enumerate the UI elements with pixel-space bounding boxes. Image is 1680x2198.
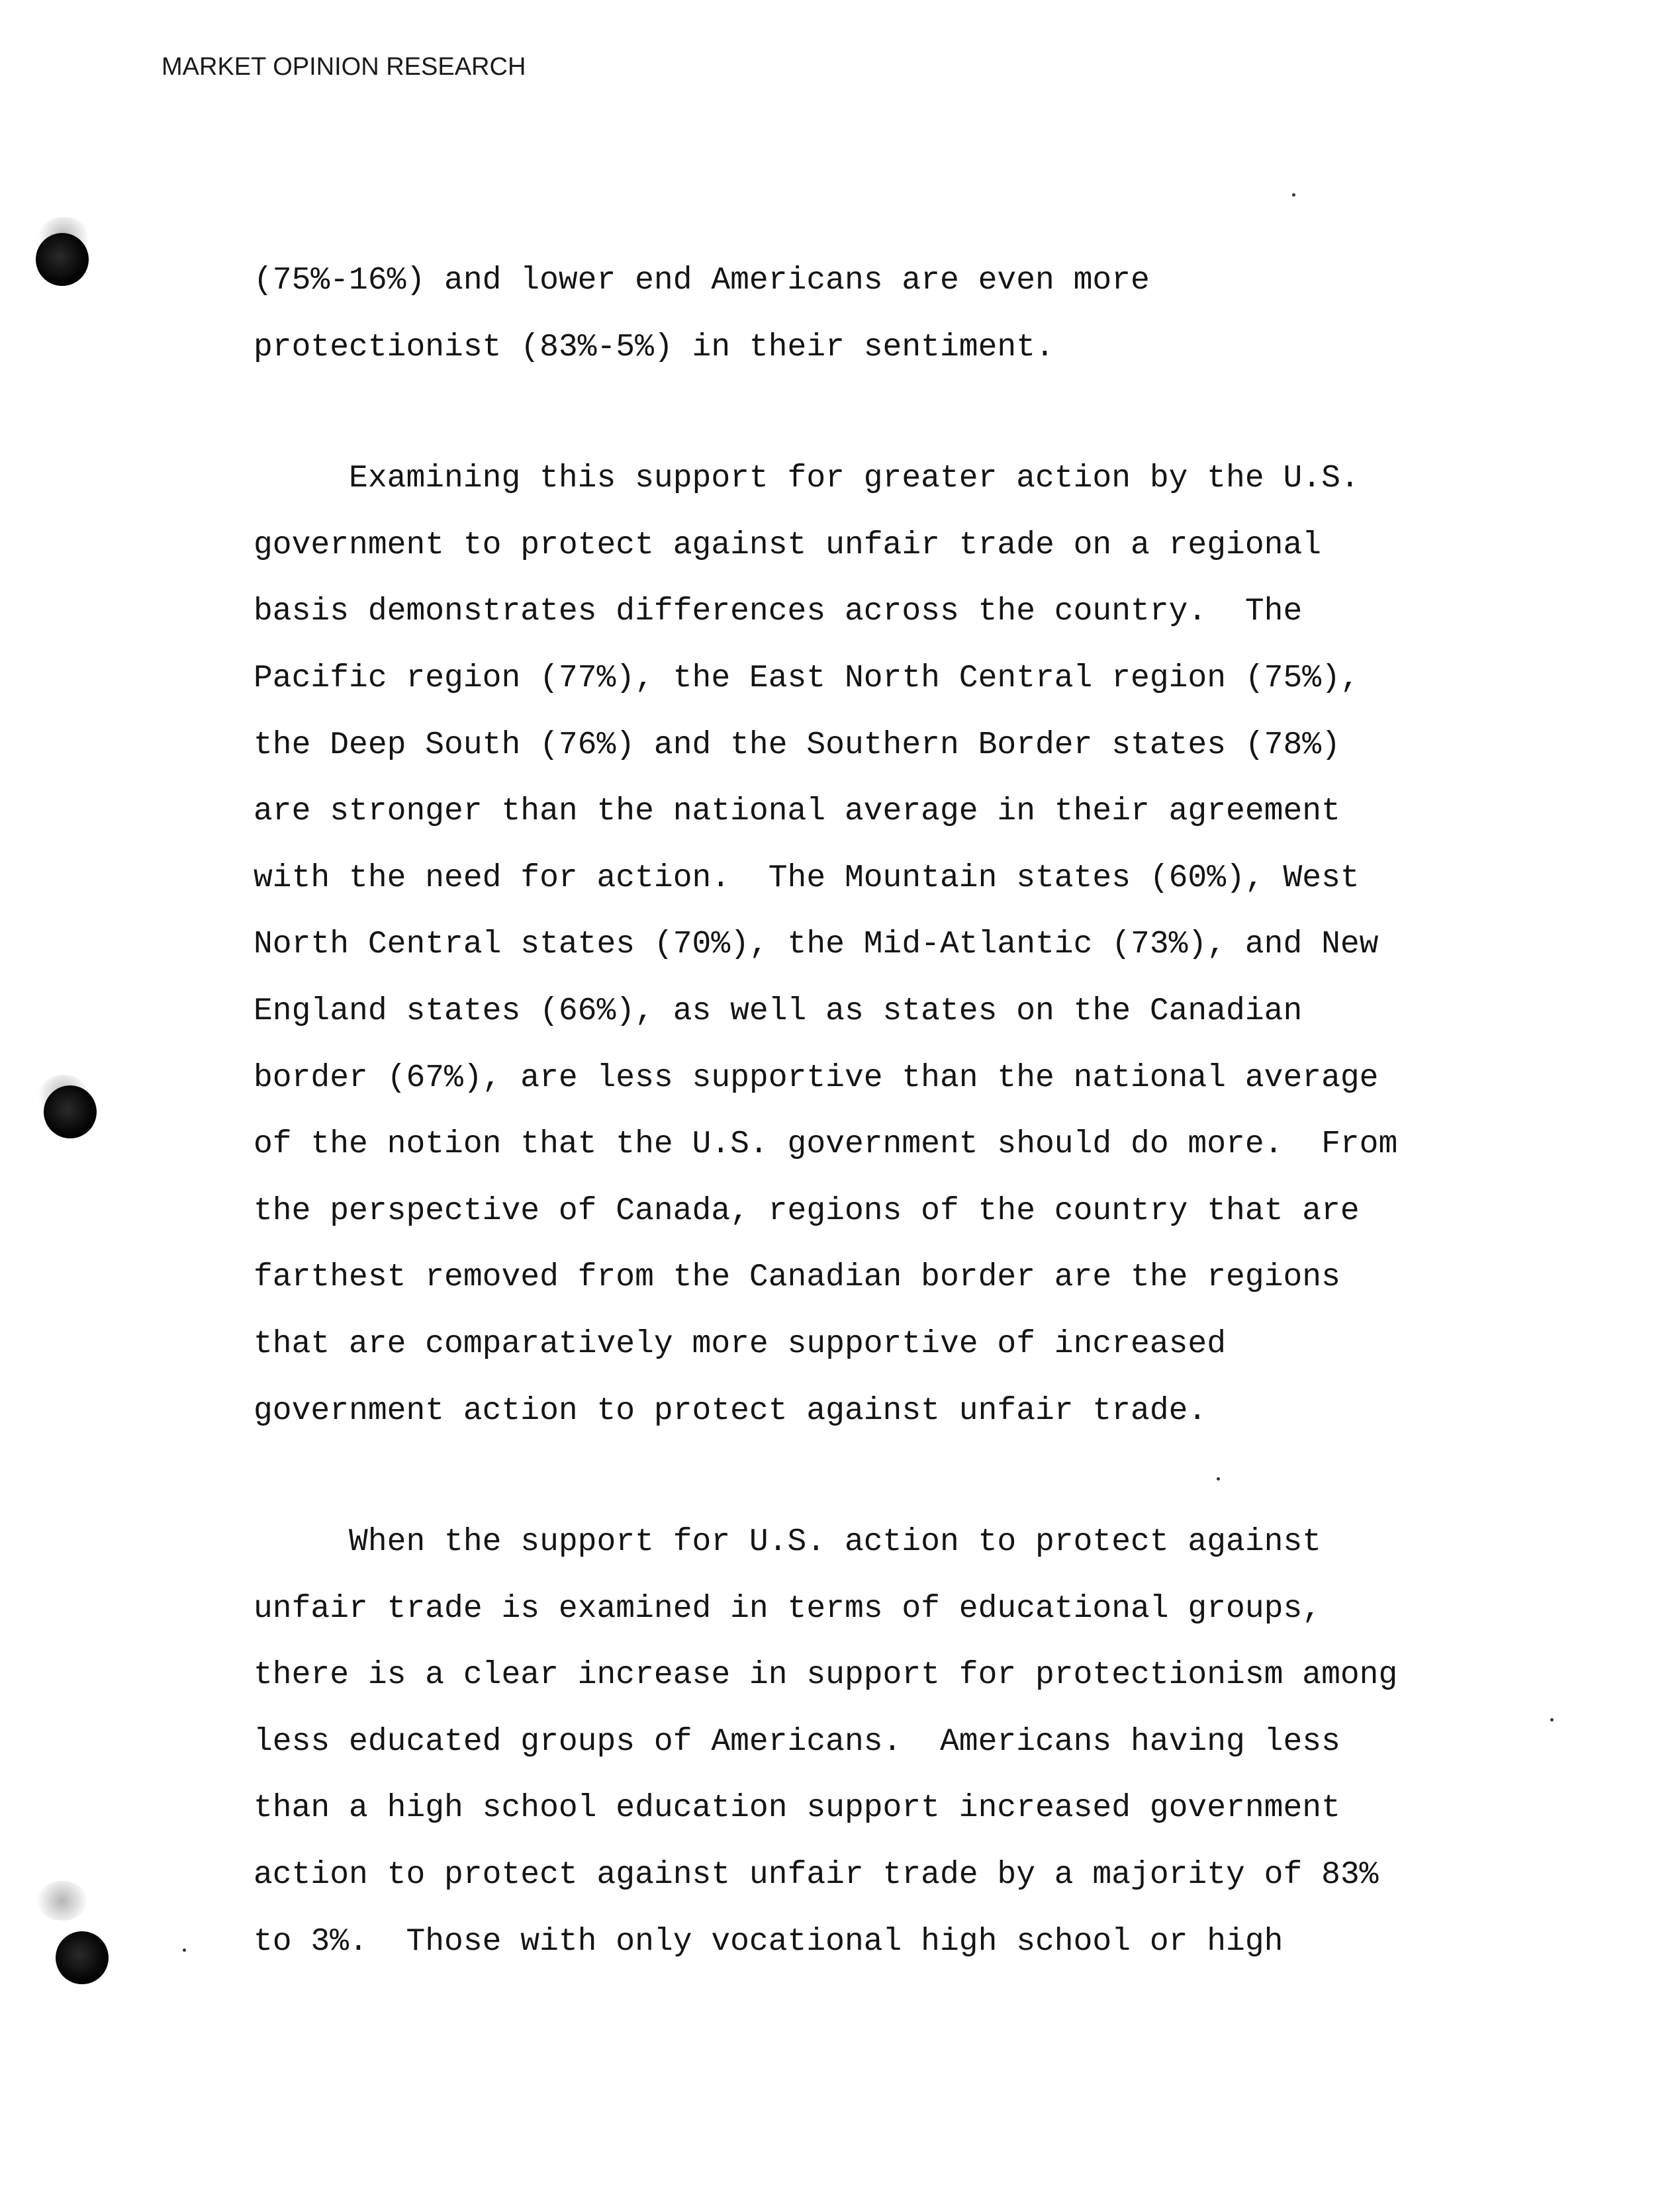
punch-hole-top <box>36 233 89 286</box>
paragraph-line: England states (66%), as well as states on the Canadian <box>254 993 1303 1029</box>
paragraph-line: Pacific region (77%), the East North Central region (75%), <box>254 660 1360 696</box>
scan-speck <box>1292 193 1295 197</box>
paragraph-line: the Deep South (76%) and the Southern Border states (78%) <box>254 727 1340 763</box>
paragraph-line: farthest removed from the Canadian border are the regions <box>254 1259 1340 1296</box>
paragraph-line: that are comparatively more supportive of increased <box>254 1326 1227 1362</box>
scan-speck <box>183 1948 186 1952</box>
punch-hole-halo-bottom <box>37 1881 87 1921</box>
paragraph-line: with the need for action. The Mountain states (60%), West <box>254 860 1360 896</box>
paragraph-line: Examining this support for greater action by the U.S. <box>254 461 1360 497</box>
paragraph-line: are stronger than the national average in their agreement <box>254 794 1340 830</box>
paragraph-line: basis demonstrates differences across the country. The <box>254 594 1303 630</box>
punch-hole-bottom <box>56 1931 109 1984</box>
paragraph-line: action to protect against unfair trade by a majority of 83% <box>254 1857 1379 1894</box>
paragraph-line: less educated groups of Americans. Americans having less <box>254 1723 1340 1760</box>
document-body <box>254 248 1577 1975</box>
paragraph-line: When the support for U.S. action to protect against <box>254 1524 1322 1561</box>
punch-hole-middle <box>44 1085 97 1138</box>
paragraph-3 <box>254 1509 1577 1975</box>
paragraph-line: (75%-16%) and lower end Americans are even more <box>254 263 1150 298</box>
paragraph-line: the perspective of Canada, regions of the country that are <box>254 1193 1360 1229</box>
paragraph-line: border (67%), are less supportive than the national average <box>254 1060 1379 1096</box>
paragraph-line: protectionist (83%-5%) in their sentiment. <box>254 329 1054 365</box>
paragraph-line: of the notion that the U.S. government should do more. From <box>254 1126 1398 1163</box>
paragraph-2 <box>254 445 1577 1444</box>
paragraph-line: there is a clear increase in support for protectionism among <box>254 1657 1398 1694</box>
paragraph-line: government to protect against unfair trade on a regional <box>254 527 1322 563</box>
paragraph-line: than a high school education support increased government <box>254 1790 1340 1827</box>
paragraph-line: North Central states (70%), the Mid-Atlantic (73%), and New <box>254 927 1379 963</box>
paragraph-1 <box>254 248 1577 381</box>
paragraph-line: to 3%. Those with only vocational high school or high <box>254 1923 1283 1960</box>
organization-header: MARKET OPINION RESEARCH <box>162 53 526 81</box>
paragraph-line: government action to protect against unfair trade. <box>254 1393 1207 1429</box>
paragraph-line: unfair trade is examined in terms of educational groups, <box>254 1590 1322 1627</box>
